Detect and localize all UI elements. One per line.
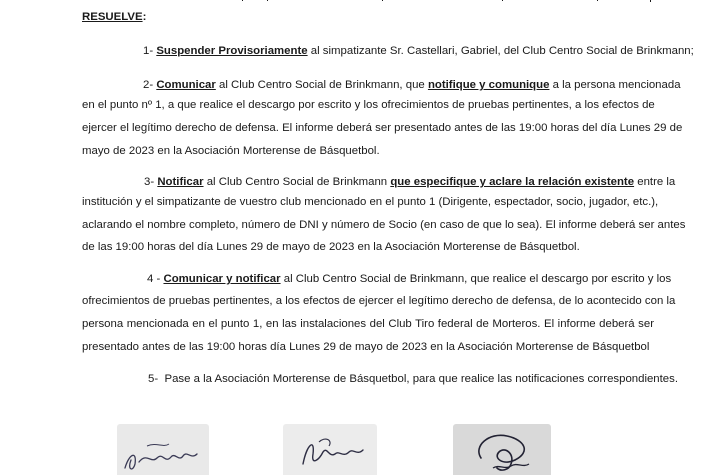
item-5-number: 5-: [148, 373, 159, 385]
item-5-text: Pase a la Asociación Morterense de Básquetbol, para que realice las notificaciones correspondientes.: [164, 373, 679, 385]
item-4-line-1: [147, 272, 672, 286]
item-2-line-1: [143, 78, 681, 92]
item-2-line-2: en el punto nº 1, a que realice el descargo por escrito y los ofrecimientos de pruebas pertinentes, a los efectos de: [82, 99, 655, 111]
clipped-previous-line: [82, 0, 654, 7]
item-3-text-1: al Club Centro Social de Brinkmann: [206, 176, 388, 188]
resuelve-label: RESUELVE: [82, 11, 143, 23]
item-4-action: Comunicar y notificar: [163, 273, 281, 285]
item-2-action-1: Comunicar: [156, 79, 216, 91]
signature-left-scribble: [117, 424, 209, 475]
item-3-action-1: Notificar: [157, 176, 204, 188]
item-4-text: al Club Centro Social de Brinkmann, que realice el descargo por escrito y los: [283, 273, 672, 285]
item-3-number: 3-: [144, 176, 155, 188]
item-1: [143, 44, 694, 58]
signature-right: [453, 424, 551, 475]
item-4-line-2: ofrecimientos de pruebas pertinentes, a los efectos de ejercer el legítimo derecho de defensa, de lo acontecido con la: [82, 295, 676, 307]
item-1-action: Suspender Provisoriamente: [156, 45, 308, 57]
item-4-line-3: persona mencionada en el punto 1, en las instalaciones del Club Tiro federal de Morteros. El informe deberá ser: [82, 318, 654, 330]
signature-center: [283, 424, 377, 475]
item-3-action-2: que especifique y aclare la relación existente: [390, 176, 635, 188]
item-3-line-3: aclarando el nombre completo, número de DNI y número de Socio (en caso de que lo sea). El informe deberá ser antes: [82, 219, 686, 231]
item-3-text-2: entre la: [637, 176, 676, 188]
signature-right-scribble: [453, 424, 551, 475]
item-1-text: al simpatizante Sr. Castellari, Gabriel, del Club Centro Social de Brinkmann;: [310, 45, 694, 57]
item-4-line-4: presentado antes de las 19:00 horas día Lunes 29 de mayo de 2023 en la Asociación Morterense de Básquetbol: [82, 341, 650, 353]
signature-left: [117, 424, 209, 475]
item-2-action-2: notifique y comunique: [427, 79, 550, 91]
item-2-text-1: al Club Centro Social de Brinkmann, que: [218, 79, 425, 91]
item-2-text-2: a la persona mencionada: [552, 79, 681, 91]
resuelve-colon: :: [142, 11, 147, 23]
item-2-line-3: ejercer el legítimo derecho de defensa. El informe deberá ser presentado antes de las 19:00 horas del día Lunes 29 de: [82, 122, 683, 134]
signature-center-scribble: [283, 424, 377, 475]
item-5: [148, 372, 679, 386]
item-2-number: 2-: [143, 79, 154, 91]
item-2-line-4: mayo de 2023 en la Asociación Morterense de Básquetbol.: [82, 145, 380, 157]
item-1-number: 1-: [143, 45, 154, 57]
item-3-line-1: [144, 175, 676, 189]
item-4-number: 4 -: [147, 273, 161, 285]
item-3-line-2: institución y el simpatizante de vuestro club mencionado en el punto 1 (Dirigente, espectador, socio, jugador, etc.),: [82, 196, 659, 208]
item-3-line-4: de las 19:00 horas del día Lunes 29 de mayo de 2023 en la Asociación Morterense de Básquetbol.: [82, 241, 580, 253]
clipped-text-fragments: [82, 0, 654, 7]
resuelve-heading: [82, 10, 654, 24]
